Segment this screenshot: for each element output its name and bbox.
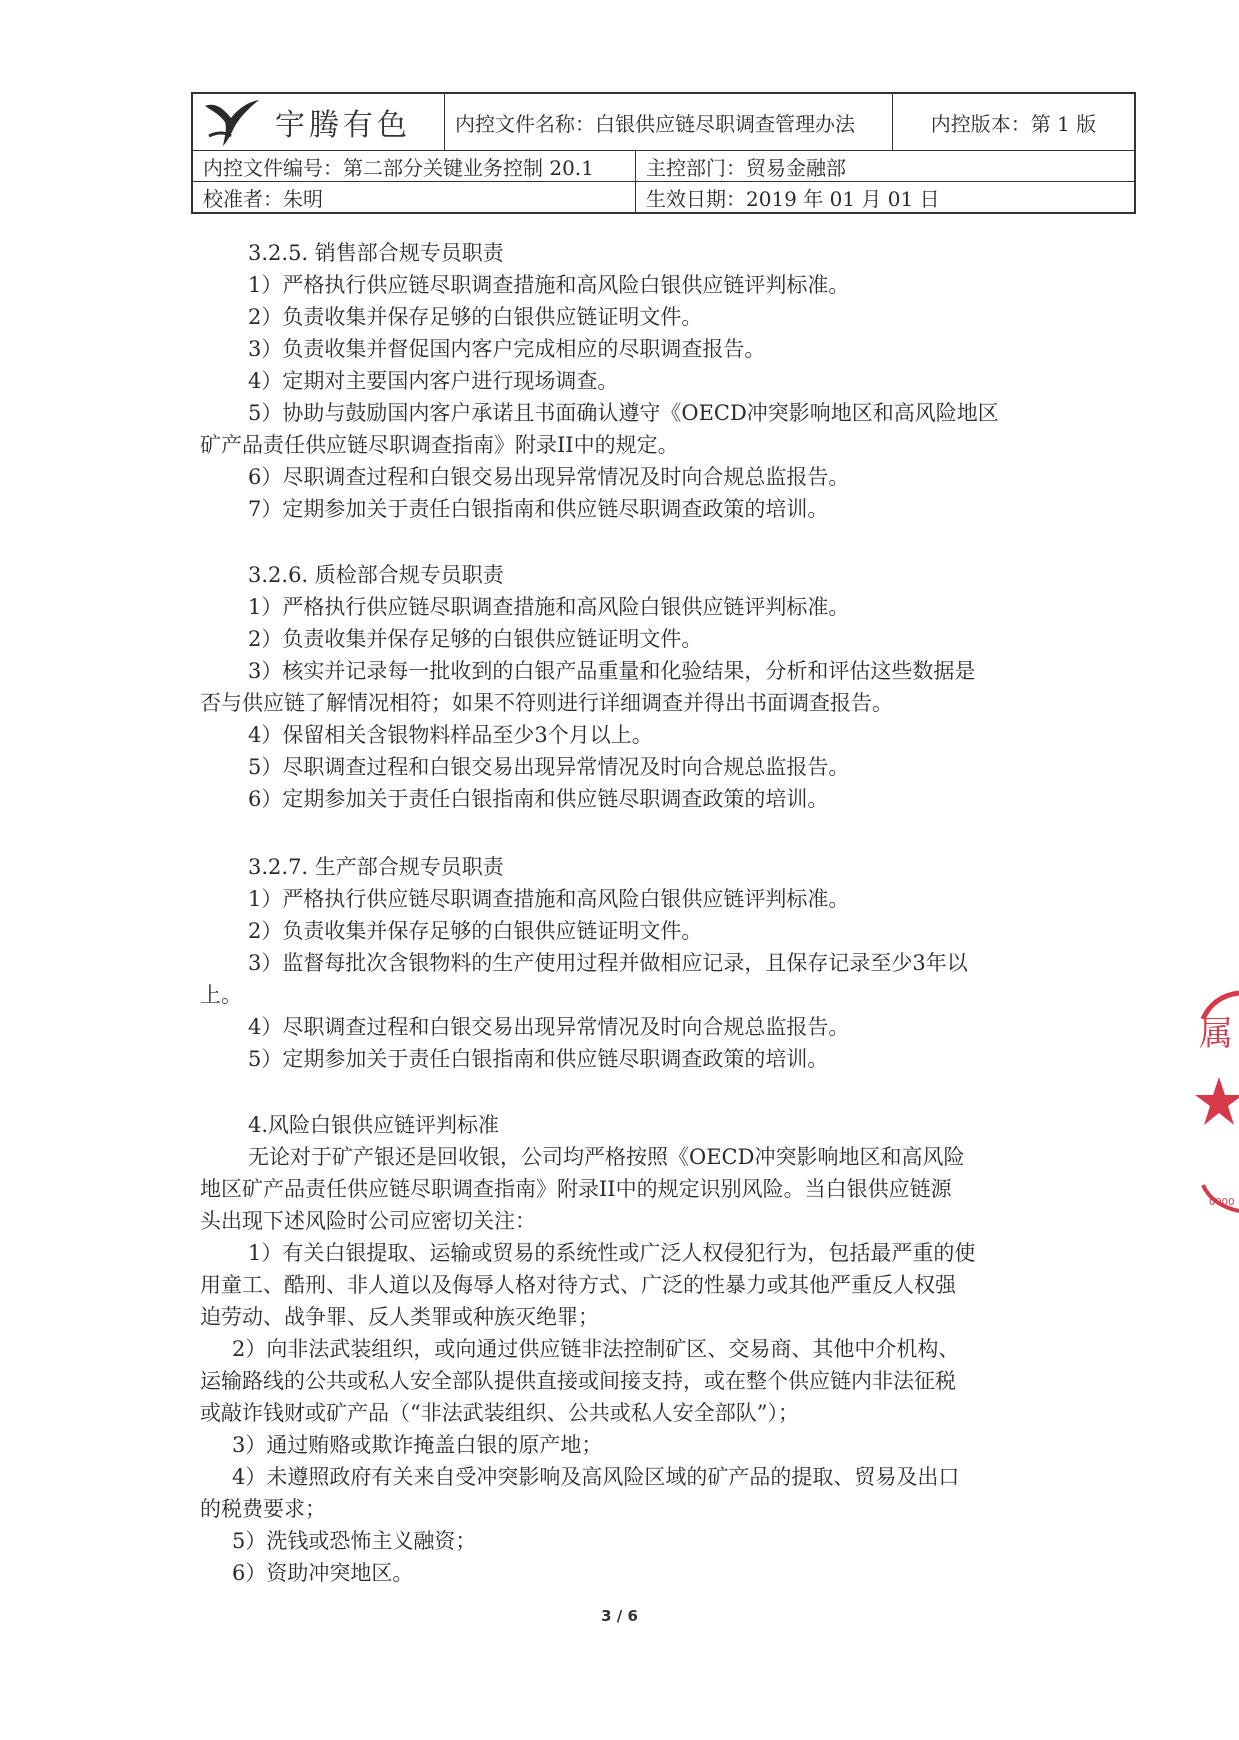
text-line: 2）负责收集并保存足够的白银供应链证明文件。 xyxy=(248,627,703,651)
department-cell: 主控部门：贸易金融部 xyxy=(646,155,846,180)
text-line: 2）向非法武装组织，或向通过供应链非法控制矿区、交易商、其他中介机构、 xyxy=(232,1337,960,1361)
header-row-2 xyxy=(193,151,1134,182)
text-line: 的税费要求； xyxy=(200,1497,326,1521)
text-line: 无论对于矿产银还是回收银，公司均严格按照《OECD冲突影响地区和高风险 xyxy=(248,1145,965,1169)
doc-number-cell: 内控文件编号：第二部分关键业务控制 20.1 xyxy=(193,151,636,181)
text-line: 3）核实并记录每一批收到的白银产品重量和化验结果，分析和评估这些数据是 xyxy=(248,659,976,683)
text-line: 头出现下述风险时公司应密切关注： xyxy=(200,1209,536,1233)
header-row-1 xyxy=(193,94,1134,151)
text-line: 4）保留相关含银物料样品至少3个月以上。 xyxy=(248,723,653,747)
page-number: 3 / 6 xyxy=(601,1607,638,1625)
text-line: 地区矿产品责任供应链尽职调查指南》附录II中的规定识别风险。当白银供应链源 xyxy=(200,1177,952,1201)
section-heading-4: 4.风险白银供应链评判标准 xyxy=(248,1113,500,1137)
text-line: 1）严格执行供应链尽职调查措施和高风险白银供应链评判标准。 xyxy=(248,595,850,619)
company-logo-icon xyxy=(201,96,263,148)
text-line: 3）负责收集并督促国内客户完成相应的尽职调查报告。 xyxy=(248,337,766,361)
text-line: 5）协助与鼓励国内客户承诺且书面确认遵守《OECD冲突影响地区和高风险地区 xyxy=(248,401,999,425)
header-row-3 xyxy=(193,182,1134,212)
section-heading-3-2-6: 3.2.6. 质检部合规专员职责 xyxy=(248,563,504,587)
text-line: 否与供应链了解情况相符；如果不符则进行详细调查并得出书面调查报告。 xyxy=(200,691,893,715)
logo-cell xyxy=(193,94,445,150)
text-line: 矿产品责任供应链尽职调查指南》附录II中的规定。 xyxy=(200,433,679,457)
section-heading-3-2-7: 3.2.7. 生产部合规专员职责 xyxy=(248,855,504,879)
text-line: 6）尽职调查过程和白银交易出现异常情况及时向合规总监报告。 xyxy=(248,465,850,489)
section-heading-3-2-5: 3.2.5. 销售部合规专员职责 xyxy=(248,241,504,265)
text-line: 5）洗钱或恐怖主义融资； xyxy=(232,1529,477,1553)
header-table xyxy=(191,92,1136,214)
text-line: 2）负责收集并保存足够的白银供应链证明文件。 xyxy=(248,919,703,943)
text-line: 运输路线的公共或私人安全部队提供直接或间接支持，或在整个供应链内非法征税 xyxy=(200,1369,956,1393)
stamp-character: 属 xyxy=(1199,1014,1233,1054)
text-line: 4）尽职调查过程和白银交易出现异常情况及时向合规总监报告。 xyxy=(248,1015,850,1039)
text-line: 4）定期对主要国内客户进行现场调查。 xyxy=(248,369,619,393)
doc-name-cell: 内控文件名称：白银供应链尽职调查管理办法 xyxy=(445,94,893,150)
text-line: 5）尽职调查过程和白银交易出现异常情况及时向合规总监报告。 xyxy=(248,755,850,779)
text-line: 1）严格执行供应链尽职调查措施和高风险白银供应链评判标准。 xyxy=(248,273,850,297)
text-line: 1）严格执行供应链尽职调查措施和高风险白银供应链评判标准。 xyxy=(248,887,850,911)
text-line: 2）负责收集并保存足够的白银供应链证明文件。 xyxy=(248,305,703,329)
text-line: 6）资助冲突地区。 xyxy=(232,1561,414,1585)
text-line: 迫劳动、战争罪、反人类罪或种族灭绝罪； xyxy=(200,1305,599,1329)
text-line: 用童工、酷刑、非人道以及侮辱人格对待方式、广泛的性暴力或其他严重反人权强 xyxy=(200,1273,956,1297)
version-cell: 内控版本：第 1 版 xyxy=(930,111,1097,136)
text-line: 1）有关白银提取、运输或贸易的系统性或广泛人权侵犯行为，包括最严重的使 xyxy=(248,1241,976,1265)
text-line: 3）监督每批次含银物料的生产使用过程并做相应记录，且保存记录至少3年以 xyxy=(248,951,968,975)
text-line: 7）定期参加关于责任白银指南和供应链尽职调查政策的培训。 xyxy=(248,497,829,521)
red-seal-stamp-icon xyxy=(1191,985,1239,1235)
approver-cell: 校准者：朱明 xyxy=(193,182,636,212)
effective-date-cell: 生效日期：2019 年 01 月 01 日 xyxy=(646,186,940,211)
text-line: 或敲诈钱财或矿产品（“非法武装组织、公共或私人安全部队”）； xyxy=(200,1401,799,1425)
text-line: 5）定期参加关于责任白银指南和供应链尽职调查政策的培训。 xyxy=(248,1047,829,1071)
company-name: 宇腾有色 xyxy=(275,108,411,143)
text-line: 3）通过贿赂或欺诈掩盖白银的原产地； xyxy=(232,1433,603,1457)
text-line: 上。 xyxy=(200,983,242,1007)
svg-text:0000: 0000 xyxy=(1209,1197,1235,1208)
text-line: 4）未遵照政府有关来自受冲突影响及高风险区域的矿产品的提取、贸易及出口 xyxy=(232,1465,960,1489)
text-line: 6）定期参加关于责任白银指南和供应链尽职调查政策的培训。 xyxy=(248,787,829,811)
